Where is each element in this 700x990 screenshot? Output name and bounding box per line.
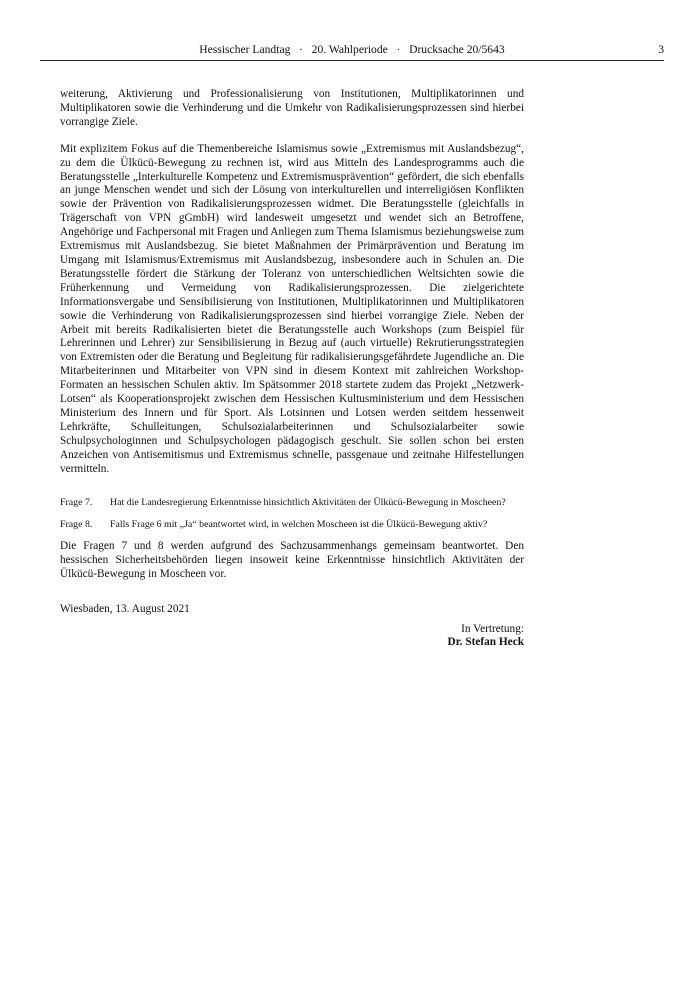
page-header — [40, 40, 664, 61]
header-separator-1: · — [299, 43, 303, 56]
signature-block — [60, 623, 524, 649]
header-running-title — [40, 43, 664, 56]
header-parliament: Hessischer Landtag — [199, 43, 291, 56]
question-label: Frage 7. — [60, 497, 93, 509]
place-date: Wiesbaden, 13. August 2021 — [60, 603, 190, 616]
header-period: 20. Wahlperiode — [311, 43, 388, 56]
spacer — [60, 476, 524, 496]
question-8 — [60, 518, 524, 531]
answer-paragraph: Die Fragen 7 und 8 werden aufgrund des Sachzusammenhangs gemeinsam beantwortet. Den hessischen Sicherheitsbehörden liegen insoweit keine Erkenntnisse hinsichtlich Aktivitäten der Ülkücü-Bewegung in Moscheen vor. — [60, 540, 524, 581]
header-document-number: Drucksache 20/5643 — [409, 43, 505, 56]
question-label: Frage 8. — [60, 519, 93, 531]
page-number: 3 — [658, 43, 664, 56]
header-separator-2: · — [396, 43, 401, 56]
question-text: Hat die Landesregierung Erkenntnisse hinsichtlich Aktivitäten der Ülkücü-Bewegung in Moscheen? — [110, 497, 506, 509]
body-paragraph-2: Mit explizitem Fokus auf die Themenbereiche Islamismus sowie „Extremismus mit Auslandsbezug“, zu dem die Ülkücü-Bewegung zu rechnen ist, wird aus Mitteln des Landesprogramms auch die Beratungsstelle „Interkulturelle Kompetenz und Extremismusprävention“ gefördert, die sich ebenfalls an junge Menschen wendet und sich der Lösung von interkulturellen und interreligiösen Konflikten sowie der Prävention von Radikalisierungsprozessen widmet. Die Beratungsstelle (gleichfalls in Trägerschaft von VPN gGmbH) wird landesweit umgesetzt und wendet sich an Betroffene, Angehörige und Fachpersonal mit Fragen und Anliegen zum Thema Islamismus beziehungsweise zum Extremismus mit Auslandsbezug. Sie bietet Maßnahmen der Primärprävention und Beratung im Umgang mit Islamismus/Extremismus mit Auslandsbezug, insbesondere auch in Schulen an. Die Beratungsstelle fördert die Stärkung der Toleranz von unterschiedlichen Weltsichten sowie die Früherkennung und Vermeidung von Radikalisierungsprozessen. Die zielgerichtete Informationsvergabe und Sensibilisierung von Institutionen, Multiplikatorinnen und Multiplikatoren sowie die Verhinderung von Radikalisierungsprozessen sind hierbei vorrangige Ziele. Neben der Arbeit mit bereits Radikalisierten bietet die Beratungsstelle auch Workshops (zum Beispiel für Lehrerinnen und Lehrer) zur Sensibilisierung in Bezug auf (auch virtuelle) Rekrutierungsstrategien von Extremisten oder die Beratung und Begleitung für radikalisierungsgefährdete Jugendliche an. Die Mitarbeiterinnen und Mitarbeiter von VPN sind in diesem Kontext mit zahlreichen Workshop-Formaten an hessischen Schulen aktiv. Im Spätsommer 2018 startete zudem das Projekt „Netzwerk-Lotsen“ als Kooperationsprojekt zwischen dem Hessischen Kultusministerium und dem Hessischen Ministerium des Innern und für Sport. Als Lotsinnen und Lotsen werden seitdem hessenweit Lehrkräfte, Schulleitungen, Schulsozialarbeiterinnen und Schulsozialarbeiter sowie Schulpsychologinnen und Schulpsychologen pädagogisch geschult. Sie sollen schon bei ersten Anzeichen von Antisemitismus und Extremismus schnelle, passgenaue und zeitnahe Hilfestellungen vermitteln. — [60, 142, 524, 475]
signature-role: In Vertretung: — [461, 623, 524, 636]
signer-name: Dr. Stefan Heck — [447, 636, 524, 649]
question-7 — [60, 496, 524, 509]
document-body — [60, 88, 524, 649]
body-paragraph-1: weiterung, Aktivierung und Professionalisierung von Institutionen, Multiplikatorinnen und Multiplikatoren sowie die Verhinderung und die Umkehr von Radikalisierungsprozessen sind hierbei vorrangige Ziele. — [60, 88, 524, 128]
question-text: Falls Frage 6 mit „Ja“ beantwortet wird, in welchen Moscheen ist die Ülkücü-Bewegung aktiv? — [110, 519, 488, 531]
